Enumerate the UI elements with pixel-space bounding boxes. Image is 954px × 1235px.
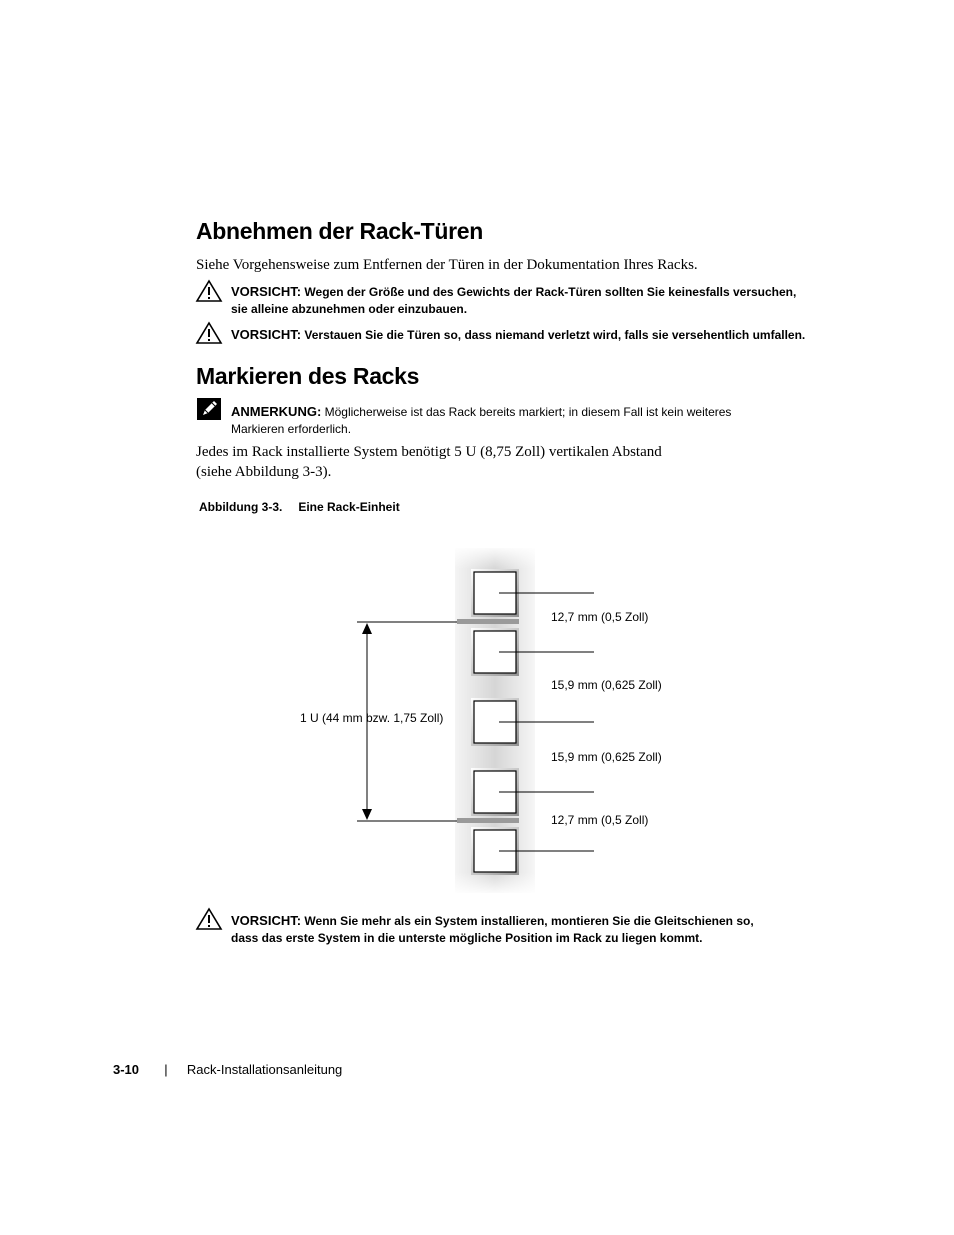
note-text-line1: Möglicherweise ist das Rack bereits markiert; in diesem Fall ist kein weiteres <box>324 405 732 419</box>
figure-title: Eine Rack-Einheit <box>298 500 400 514</box>
warning-triangle-icon <box>195 279 223 303</box>
caution-weight <box>231 283 796 318</box>
page-footer <box>113 1062 342 1077</box>
note-pencil-icon <box>197 398 221 420</box>
note-label: ANMERKUNG: <box>231 404 322 419</box>
spacing-label: 12,7 mm (0,5 Zoll) <box>551 813 649 827</box>
page-number: 3-10 <box>113 1062 140 1077</box>
warning-triangle-icon <box>195 321 223 345</box>
caution-text-line2: dass das erste System in die unterste mögliche Position im Rack zu liegen kommt. <box>231 931 703 945</box>
caution-label: VORSICHT: <box>231 284 302 299</box>
footer-doc-title: Rack-Installationsanleitung <box>186 1062 343 1077</box>
caution-label: VORSICHT: <box>231 327 302 342</box>
section-body-mark-rack <box>196 442 662 482</box>
figure-caption <box>199 500 400 514</box>
caution-store-doors <box>231 326 805 344</box>
body-line2: (siehe Abbildung 3-3). <box>196 464 332 480</box>
caution-text-line1: Wegen der Größe und des Gewichts der Rack-Türen sollten Sie keinesfalls versuchen, <box>304 285 797 299</box>
caution-text-line2: sie alleine abzunehmen oder einzubauen. <box>231 302 468 316</box>
warning-triangle-icon <box>195 907 223 931</box>
caution-text-line1: Wenn Sie mehr als ein System installieren, montieren Sie die Gleitschienen so, <box>304 914 754 928</box>
caution-text: Verstauen Sie die Türen so, dass niemand verletzt wird, falls sie versehentlich umfallen. <box>304 328 806 342</box>
body-line1: Jedes im Rack installierte System benötigt 5 U (8,75 Zoll) vertikalen Abstand <box>196 444 662 460</box>
note-text-line2: Markieren erforderlich. <box>231 422 352 436</box>
unit-boundary-mark <box>457 619 519 624</box>
spacing-label: 15,9 mm (0,625 Zoll) <box>551 750 662 764</box>
note-already-marked <box>231 403 731 438</box>
section-body-remove-doors: Siehe Vorgehensweise zum Entfernen der Türen in der Dokumentation Ihres Racks. <box>196 257 698 273</box>
figure-number: Abbildung 3-3. <box>199 500 283 514</box>
caution-label: VORSICHT: <box>231 913 302 928</box>
footer-separator: | <box>164 1062 168 1077</box>
unit-height-label: 1 U (44 mm bzw. 1,75 Zoll) <box>300 711 444 725</box>
caution-multiple-systems <box>231 912 754 947</box>
spacing-label: 15,9 mm (0,625 Zoll) <box>551 678 662 692</box>
unit-boundary-mark <box>457 818 519 823</box>
spacing-label: 12,7 mm (0,5 Zoll) <box>551 610 649 624</box>
section-title-mark-rack: Markieren des Racks <box>196 363 420 389</box>
section-title-remove-doors: Abnehmen der Rack-Türen <box>196 218 484 244</box>
